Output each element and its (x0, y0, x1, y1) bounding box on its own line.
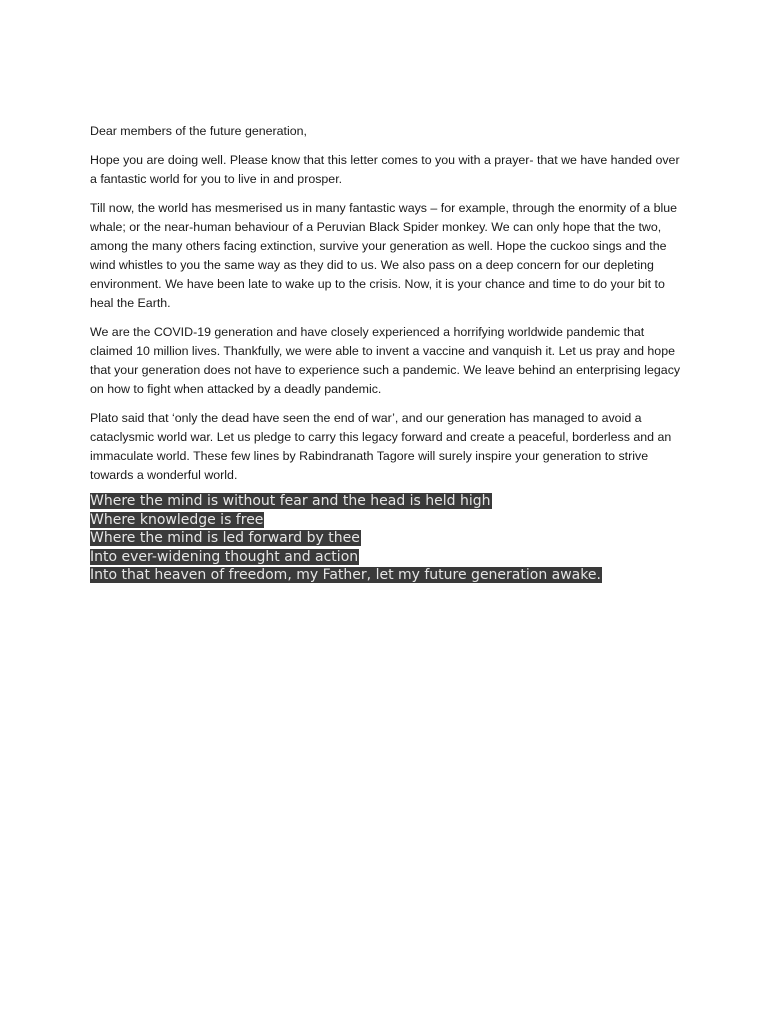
poem-line (90, 566, 730, 585)
poem-line-text: Into that heaven of freedom, my Father, let my future generation awake. (90, 567, 601, 584)
poem-line-text: Where knowledge is free (90, 511, 264, 528)
poem-line (90, 511, 730, 530)
poem-line-text: Where the mind is without fear and the head is held high (90, 493, 491, 509)
poem-line (90, 548, 730, 567)
letter-paragraph-4: Plato said that ‘only the dead have seen the end of war’, and our generation has managed to avoid a cataclysmic world war. Let us pledge to carry this legacy forward and create a peaceful, borderless and an immaculate world. These few lines by Rabindranath Tagore will surely inspire your generation to strive towards a wonderful world. (90, 411, 672, 482)
letter-body (90, 122, 682, 495)
letter-paragraph-2: Till now, the world has mesmerised us in many fantastic ways – for example, through the enormity of a blue whale; or the near-human behaviour of a Peruvian Black Spider monkey. We can only hope that the two, among the many others facing extinction, survive your generation as well. Hope the cuckoo sings and the wind whistles to you the same way as they did to us. We also pass on a deep concern for our depleting environment. We have been late to wake up to the crisis. Now, it is your chance and time to do your bit to heal the Earth. (90, 201, 677, 310)
poem-line-text: Where the mind is led forward by thee (90, 530, 360, 547)
letter-salutation: Dear members of the future generation, (90, 124, 307, 138)
letter-paragraph-3: We are the COVID-19 generation and have closely experienced a horrifying worldwide pandemic that claimed 10 million lives. Thankfully, we were able to invent a vaccine and vanquish it. Let us pray and hope that your generation does not have to experience such a pandemic. We leave behind an enterprising legacy on how to fight when attacked by a deadly pandemic. (90, 325, 681, 396)
poem-quote (90, 492, 730, 585)
poem-line (90, 492, 730, 511)
letter-paragraph-1: Hope you are doing well. Please know that this letter comes to you with a prayer- that we have handed over a fantastic world for you to live in and prosper. (90, 153, 680, 186)
poem-line (90, 529, 730, 548)
poem-line-text: Into ever-widening thought and action (90, 548, 359, 565)
